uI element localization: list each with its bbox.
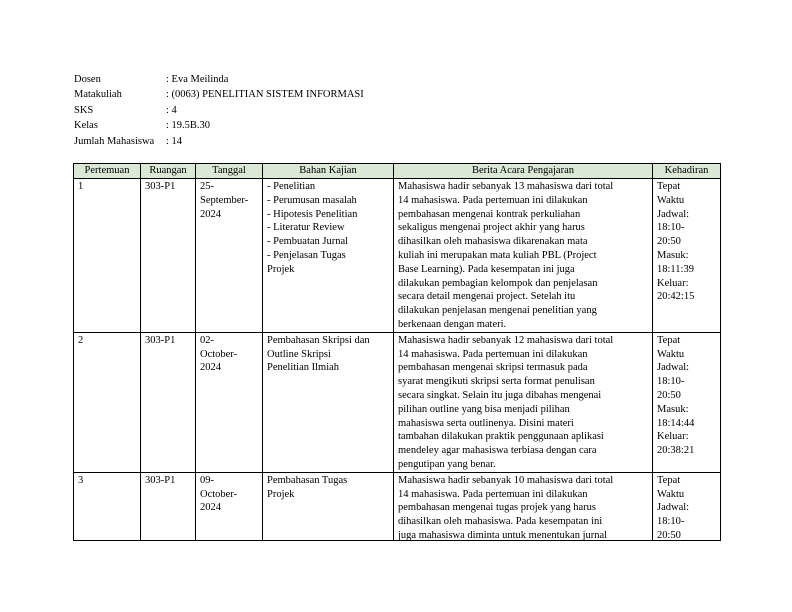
cell-berita-acara-line: syarat mengikuti skripsi serta format penulisan [398,376,595,388]
header-ruangan: Ruangan [141,164,196,179]
cell-berita-acara-line: dihasilkan oleh mahasiswa dikarenakan mata [398,236,588,248]
cell-kehadiran-line: 20:38:21 [657,445,695,457]
info-value: : 4 [166,104,177,116]
cell-berita-acara [394,179,653,333]
info-row-matakuliah [74,87,364,102]
cell-tanggal-line: 2024 [200,502,221,514]
cell-tanggal-line: 25- [200,181,214,192]
cell-berita-acara-line: juga mahasiswa diminta untuk menentukan jurnal [398,529,608,540]
cell-bahan-kajian [263,332,394,472]
cell-kehadiran-line: 20:50 [657,236,681,248]
cell-kehadiran-line: Keluar: [657,431,689,443]
cell-bahan-kajian-line: Penelitian Ilmiah [267,362,340,374]
header-tanggal: Tanggal [196,164,263,179]
cell-tanggal-line: October- [200,488,238,500]
cell-berita-acara-line: dilakukan penjelasan mengenai penelitian yang [398,305,597,317]
cell-kehadiran-line: 20:50 [657,389,681,401]
cell-berita-acara-line: pembahasan mengenai tugas projek yang harus [398,502,596,514]
info-row-sks [74,103,364,118]
cell-tanggal-line: 2024 [200,362,221,374]
cell-kehadiran-line: 18:11:39 [657,263,694,275]
header-pertemuan: Pertemuan [74,164,141,179]
cell-pertemuan-text: 2 [78,334,84,346]
cell-kehadiran-line: Jadwal: [657,362,690,374]
cell-kehadiran-line: 20:50 [657,529,681,540]
cell-bahan-kajian-line: - Perumusan masalah [267,194,357,206]
cell-bahan-kajian-line: - Literatur Review [267,222,345,234]
cell-pertemuan-text: 3 [78,474,84,486]
cell-berita-acara-line: dilakukan pembagian kelompok dan penjelasan [398,277,598,289]
header-kehadiran: Kehadiran [653,164,721,179]
cell-berita-acara-line: Mahasiswa hadir sebanyak 13 mahasiswa dari total [398,181,614,192]
info-label: Kelas [74,120,98,132]
cell-tanggal [196,179,263,333]
cell-kehadiran-line: Tepat [657,181,681,192]
cell-kehadiran-line: Masuk: [657,403,689,415]
table-header-row [74,164,721,179]
cell-pertemuan [74,472,141,540]
cell-berita-acara [394,472,653,540]
header-bahan-kajian: Bahan Kajian [263,164,394,179]
cell-tanggal-line: 09- [200,474,214,486]
cell-tanggal [196,332,263,472]
info-label: SKS [74,104,94,116]
cell-berita-acara-line: secara singkat. Selain itu juga dibahas mengenai [398,389,602,401]
cell-kehadiran-line: 18:10- [657,516,685,528]
info-value: : (0063) PENELITIAN SISTEM INFORMASI [166,89,364,101]
cell-berita-acara-line: mendeley agar mahasiswa terbiasa dengan cara [398,445,597,457]
cell-kehadiran-line: Tepat [657,474,681,486]
cell-berita-acara-line: pembahasan mengenai kontrak perkuliahan [398,208,581,220]
cell-bahan-kajian-line: Projek [267,263,295,275]
cell-kehadiran-line: Masuk: [657,249,689,261]
cell-bahan-kajian-line: - Hipotesis Penelitian [267,208,358,220]
cell-ruangan-text: 303-P1 [145,334,176,346]
table-row [74,332,721,472]
cell-kehadiran [653,472,721,540]
info-label: Dosen [74,74,101,85]
info-value: : 19.5B.30 [166,120,211,132]
cell-berita-acara-line: pilihan outline yang bisa menjadi pilihan [398,403,570,415]
info-row-kelas [74,118,364,133]
cell-bahan-kajian-line: Pembahasan Tugas [267,474,348,486]
info-row-jumlah-mahasiswa [74,134,364,149]
info-label: Jumlah Mahasiswa [74,135,155,147]
cell-pertemuan [74,179,141,333]
header-berita-acara: Berita Acara Pengajaran [394,164,653,179]
berita-acara-table [73,163,721,541]
cell-berita-acara-line: 14 mahasiswa. Pada pertemuan ini dilakukan [398,194,588,206]
cell-pertemuan [74,332,141,472]
cell-bahan-kajian-line: Pembahasan Skripsi dan [267,334,370,346]
cell-kehadiran [653,332,721,472]
cell-ruangan [141,472,196,540]
cell-tanggal-line: September- [200,194,249,206]
cell-kehadiran [653,179,721,333]
cell-kehadiran-line: Tepat [657,334,681,346]
table-row [74,472,721,540]
cell-berita-acara-line: Base Learning). Pada kesempatan ini juga [398,263,575,275]
cell-kehadiran-line: Keluar: [657,277,689,289]
cell-berita-acara-line: secara detail mengenai project. Setelah itu [398,291,576,303]
cell-bahan-kajian-line: - Penelitian [267,181,316,192]
cell-berita-acara-line: pembahasan mengenai skripsi termasuk pada [398,362,588,374]
cell-tanggal-line: 2024 [200,208,221,220]
cell-bahan-kajian-line: Outline Skripsi [267,348,331,360]
cell-kehadiran-line: Waktu [657,194,685,206]
cell-kehadiran-line: 20:42:15 [657,291,695,303]
cell-tanggal-line: October- [200,348,238,360]
cell-berita-acara-line: 14 mahasiswa. Pada pertemuan ini dilakukan [398,348,588,360]
info-value: : Eva Meilinda [166,74,229,85]
cell-berita-acara-line: Mahasiswa hadir sebanyak 12 mahasiswa dari total [398,334,614,346]
cell-bahan-kajian [263,472,394,540]
cell-ruangan [141,332,196,472]
cell-bahan-kajian-line: Projek [267,488,295,500]
cell-berita-acara-line: kuliah ini merupakan mata kuliah PBL (Project [398,249,597,261]
cell-berita-acara-line: 14 mahasiswa. Pada pertemuan ini dilakukan [398,488,588,500]
cell-kehadiran-line: Jadwal: [657,208,690,220]
cell-kehadiran-line: 18:10- [657,222,685,234]
info-row-dosen [74,72,364,87]
cell-berita-acara-line: pengutipan yang benar. [398,458,496,470]
cell-ruangan-text: 303-P1 [145,181,176,192]
cell-pertemuan-text: 1 [78,181,84,192]
cell-tanggal [196,472,263,540]
cell-berita-acara-line: berkenaan dengan materi. [398,318,507,330]
cell-berita-acara-line: dihasilkan oleh mahasiswa. Pada kesempatan ini [398,516,603,528]
cell-bahan-kajian-line: - Pembuatan Jurnal [267,236,349,248]
cell-berita-acara-line: Mahasiswa hadir sebanyak 10 mahasiswa dari total [398,474,614,486]
cell-ruangan [141,179,196,333]
cell-berita-acara [394,332,653,472]
cell-bahan-kajian [263,179,394,333]
cell-kehadiran-line: Jadwal: [657,502,690,514]
cell-ruangan-text: 303-P1 [145,474,176,486]
cell-kehadiran-line: Waktu [657,488,685,500]
info-value: : 14 [166,135,183,147]
cell-kehadiran-line: Waktu [657,348,685,360]
cell-kehadiran-line: 18:10- [657,376,685,388]
cell-berita-acara-line: sekaligus mengenai project akhir yang harus [398,222,585,234]
cell-berita-acara-line: tambahan dilakukan praktik penggunaan aplikasi [398,431,604,443]
cell-kehadiran-line: 18:14:44 [657,417,695,429]
cell-berita-acara-line: mahasiswa serta outlinenya. Disini materi [398,417,574,429]
course-info [74,72,364,149]
cell-tanggal-line: 02- [200,334,214,346]
cell-bahan-kajian-line: - Penjelasan Tugas [267,249,346,261]
table-row [74,179,721,333]
info-label: Matakuliah [74,89,122,101]
